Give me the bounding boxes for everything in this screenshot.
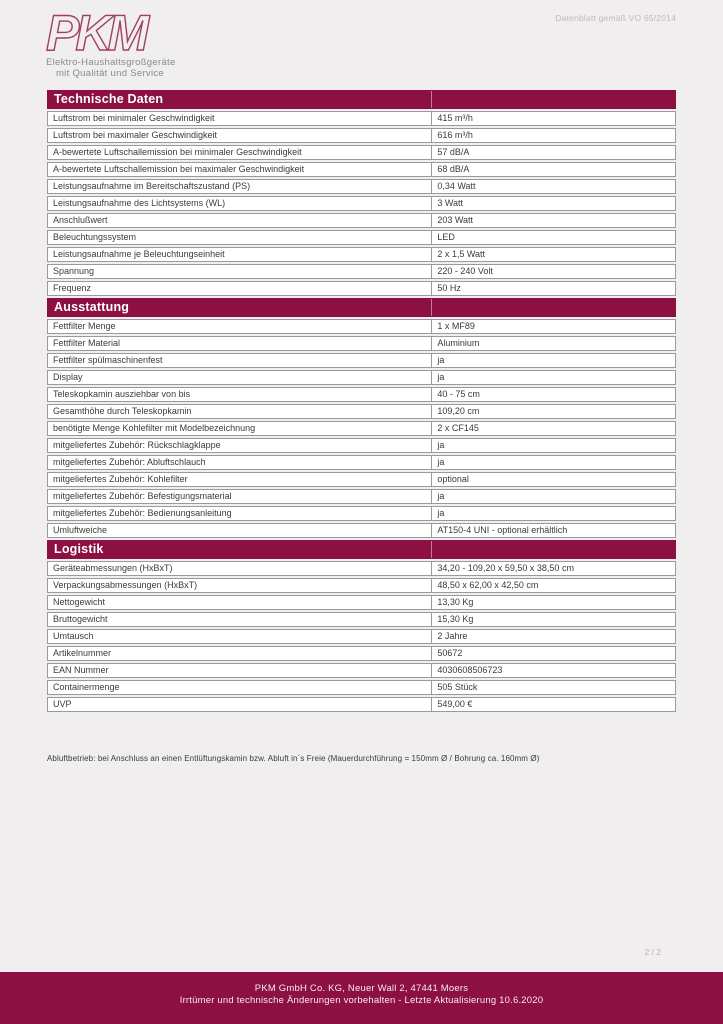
section-header (47, 90, 676, 109)
row-label: A-bewertete Luftschallemission bei minimaler Geschwindigkeit (48, 146, 432, 159)
row-value: 57 dB/A (437, 147, 470, 157)
row-label: Fettfilter spülmaschinenfest (48, 354, 432, 367)
table-row (47, 247, 676, 262)
section-header (47, 298, 676, 317)
row-value: 34,20 - 109,20 x 59,50 x 38,50 cm (437, 563, 574, 573)
row-value: 4030608506723 (437, 665, 503, 675)
row-value: 1 x MF89 (437, 321, 475, 331)
row-label: EAN Nummer (48, 664, 432, 677)
row-value: optional (437, 474, 469, 484)
table-row (47, 612, 676, 627)
row-value: 220 - 240 Volt (437, 266, 493, 276)
page-number: 2 / 2 (644, 947, 661, 957)
row-label: Leistungsaufnahme des Lichtsystems (WL) (48, 197, 432, 210)
row-value: 415 m³/h (437, 113, 473, 123)
table-row (47, 523, 676, 538)
table-row (47, 179, 676, 194)
row-value: 0,34 Watt (437, 181, 476, 191)
row-label: Luftstrom bei minimaler Geschwindigkeit (48, 112, 432, 125)
table-row (47, 128, 676, 143)
row-value: 505 Stück (437, 682, 478, 692)
footer-disclaimer-line: Irrtümer und technische Änderungen vorbehalten - Letzte Aktualisierung 10.6.2020 (179, 994, 544, 1006)
table-row (47, 506, 676, 521)
row-value: 203 Watt (437, 215, 474, 225)
row-label: Leistungsaufnahme im Bereitschaftszustand (PS) (48, 180, 432, 193)
row-label: mitgeliefertes Zubehör: Befestigungsmaterial (48, 490, 432, 503)
table-row (47, 387, 676, 402)
row-label: mitgeliefertes Zubehör: Abluftschlauch (48, 456, 432, 469)
datasheet-tables (47, 90, 676, 714)
row-value: 3 Watt (437, 198, 464, 208)
row-value: ja (437, 508, 445, 518)
svg-text:PKM: PKM (46, 8, 146, 56)
row-label: Luftstrom bei maximaler Geschwindigkeit (48, 129, 432, 142)
section-title: Technische Daten (48, 91, 432, 108)
row-value: 50672 (437, 648, 463, 658)
table-row (47, 629, 676, 644)
row-label: Teleskopkamin ausziehbar von bis (48, 388, 432, 401)
row-label: Leistungsaufnahme je Beleuchtungseinheit (48, 248, 432, 261)
row-value: ja (437, 457, 445, 467)
table-row (47, 489, 676, 504)
table-row (47, 145, 676, 160)
section-header (47, 540, 676, 559)
row-value: 2 Jahre (437, 631, 468, 641)
table-row (47, 472, 676, 487)
row-label: UVP (48, 698, 432, 711)
pkm-logo-icon (46, 8, 178, 56)
table-row (47, 455, 676, 470)
table-row (47, 595, 676, 610)
table-row (47, 370, 676, 385)
section-header-spacer (432, 91, 675, 108)
row-value: 2 x 1,5 Watt (437, 249, 486, 259)
row-label: Geräteabmessungen (HxBxT) (48, 562, 432, 575)
row-value: ja (437, 372, 445, 382)
section-header-spacer (432, 541, 675, 558)
row-value: ja (437, 440, 445, 450)
table-row (47, 264, 676, 279)
row-value: AT150-4 UNI - optional erhältlich (437, 525, 568, 535)
section-header-spacer (432, 299, 675, 316)
footer-company-line: PKM GmbH Co. KG, Neuer Wall 2, 47441 Moers (254, 983, 469, 994)
row-value: 50 Hz (437, 283, 461, 293)
table-row (47, 230, 676, 245)
table-row (47, 319, 676, 334)
row-value: 549,00 € (437, 699, 473, 709)
row-label: Umtausch (48, 630, 432, 643)
row-value: ja (437, 491, 445, 501)
row-label: Fettfilter Menge (48, 320, 432, 333)
table-row (47, 213, 676, 228)
section-title: Logistik (48, 541, 432, 558)
logo-tagline-line2: mit Qualität und Service (55, 68, 165, 79)
row-value: 68 dB/A (437, 164, 470, 174)
row-label: Spannung (48, 265, 432, 278)
table-row (47, 196, 676, 211)
row-value: Aluminium (437, 338, 480, 348)
table-row (47, 663, 676, 678)
table-row (47, 438, 676, 453)
row-value: 109,20 cm (437, 406, 480, 416)
section-title: Ausstattung (48, 299, 432, 316)
row-label: Bruttogewicht (48, 613, 432, 626)
row-value: 2 x CF145 (437, 423, 479, 433)
row-label: Artikelnummer (48, 647, 432, 660)
exhaust-footnote: Abluftbetrieb: bei Anschluss an einen Entlüftungskamin bzw. Abluft in´s Freie (Mauerdurchführung = 150mm Ø / Bohrung ca. 160mm Ø) (47, 754, 540, 763)
row-value: 48,50 x 62,00 x 42,50 cm (437, 580, 539, 590)
table-row (47, 421, 676, 436)
row-label: Anschlußwert (48, 214, 432, 227)
row-label: benötigte Menge Kohlefilter mit Modelbezeichnung (48, 422, 432, 435)
row-label: Verpackungsabmessungen (HxBxT) (48, 579, 432, 592)
row-label: mitgeliefertes Zubehör: Kohlefilter (48, 473, 432, 486)
row-value: ja (437, 355, 445, 365)
table-row (47, 697, 676, 712)
table-row (47, 561, 676, 576)
table-row (47, 646, 676, 661)
row-label: Display (48, 371, 432, 384)
row-value: 15,30 Kg (437, 614, 474, 624)
table-row (47, 336, 676, 351)
doc-regulation-note: Datenblatt gemäß VO 65/2014 (555, 13, 676, 23)
row-value: LED (437, 232, 455, 242)
row-value: 13,30 Kg (437, 597, 474, 607)
row-label: Frequenz (48, 282, 432, 295)
row-label: mitgeliefertes Zubehör: Rückschlagklappe (48, 439, 432, 452)
row-value: 616 m³/h (437, 130, 473, 140)
row-label: Nettogewicht (48, 596, 432, 609)
row-label: Umluftweiche (48, 524, 432, 537)
row-label: mitgeliefertes Zubehör: Bedienungsanleitung (48, 507, 432, 520)
pkm-logo (46, 8, 226, 79)
table-row (47, 353, 676, 368)
table-row (47, 111, 676, 126)
logo-tagline-line1: Elektro-Haushaltsgroßgeräte (46, 57, 176, 68)
table-row (47, 162, 676, 177)
row-label: Containermenge (48, 681, 432, 694)
row-label: Fettfilter Material (48, 337, 432, 350)
footer-bar (0, 972, 723, 1024)
row-value: 40 - 75 cm (437, 389, 480, 399)
row-label: A-bewertete Luftschallemission bei maximaler Geschwindigkeit (48, 163, 432, 176)
table-row (47, 578, 676, 593)
row-label: Beleuchtungssystem (48, 231, 432, 244)
table-row (47, 281, 676, 296)
table-row (47, 404, 676, 419)
row-label: Gesamthöhe durch Teleskopkamin (48, 405, 432, 418)
table-row (47, 680, 676, 695)
